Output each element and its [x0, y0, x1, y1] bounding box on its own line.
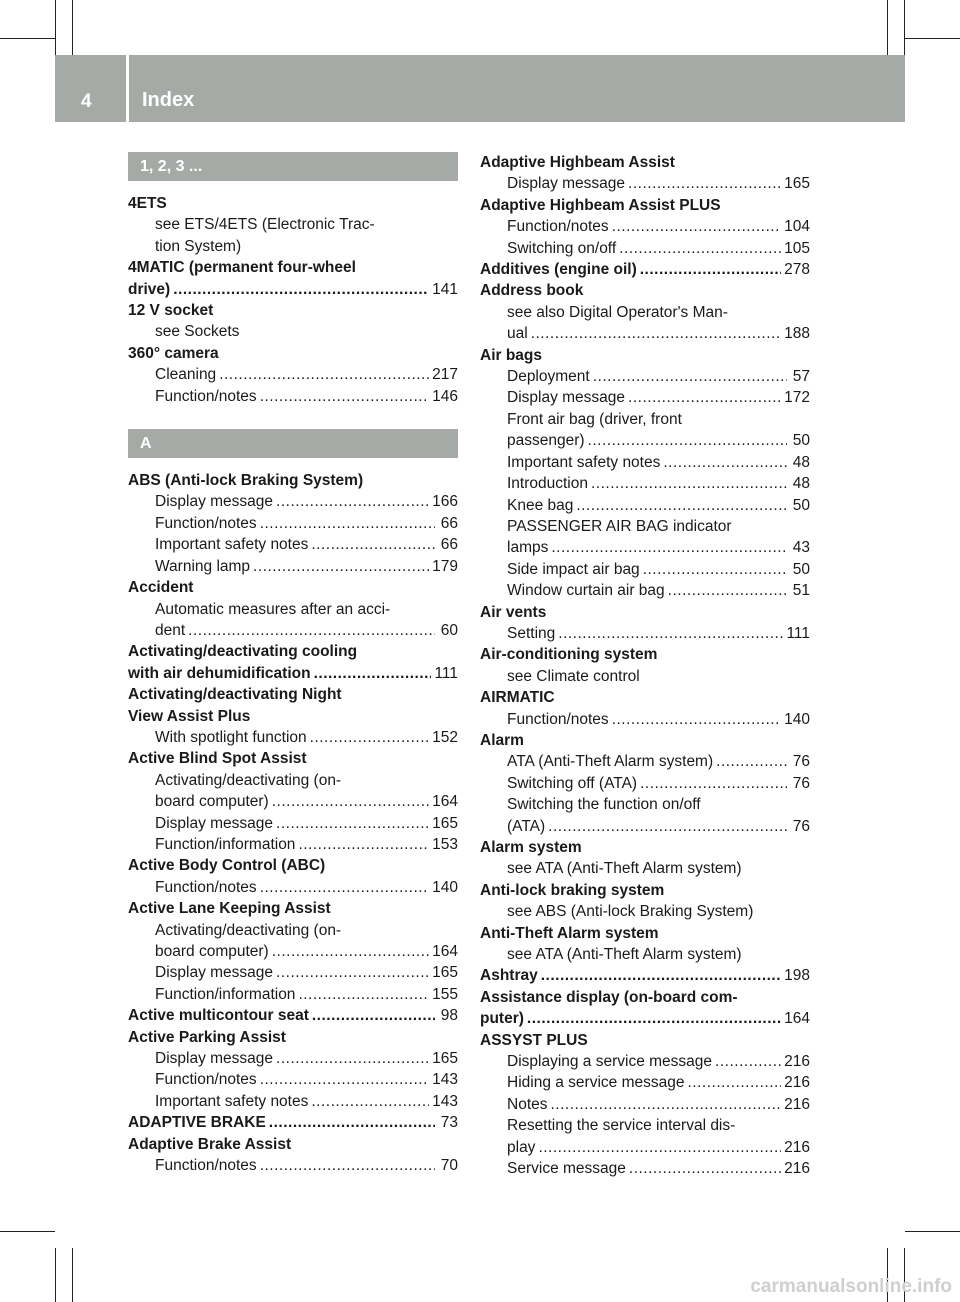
index-subentry: see ABS (Anti-lock Braking System) [507, 903, 754, 921]
index-entry: Active Blind Spot Assist [128, 750, 307, 768]
index-subentry[interactable]: Display message ..... 166 [128, 491, 458, 512]
index-entry: ABS (Anti-lock Braking System) [128, 472, 364, 490]
index-column-right [480, 152, 810, 1180]
index-subentry[interactable]: Function/notes ..... 146 [128, 386, 458, 407]
index-entry: View Assist Plus [128, 707, 251, 725]
crop-mark [905, 38, 960, 39]
index-subentry[interactable]: Function/notes ..... 66 [128, 513, 458, 534]
index-subentry: PASSENGER AIR BAG indicator [507, 517, 732, 535]
crop-mark [904, 0, 905, 55]
index-column-left [128, 152, 458, 1176]
index-subentry: see Climate control [507, 667, 640, 685]
index-entry[interactable]: puter) ..... 164 [480, 1008, 810, 1029]
page-title: Index [142, 89, 195, 111]
index-entry: Air bags [480, 346, 543, 364]
index-subentry[interactable]: ual ..... 188 [480, 323, 810, 344]
index-subentry[interactable]: ATA (Anti-Theft Alarm system) ..... 76 [480, 751, 810, 772]
index-entry: Alarm [480, 731, 524, 749]
index-subentry: Resetting the service interval dis- [507, 1117, 736, 1135]
section-heading: 1, 2, 3 ... [128, 152, 458, 181]
index-subentry[interactable]: Function/information ..... 155 [128, 984, 458, 1005]
index-entry: Air vents [480, 603, 547, 621]
crop-mark [905, 1231, 960, 1232]
index-entry[interactable]: Active multicontour seat ..... 98 [128, 1005, 458, 1026]
index-subentry[interactable]: Important safety notes ..... 143 [128, 1091, 458, 1112]
index-subentry[interactable]: Function/notes ..... 70 [128, 1155, 458, 1176]
index-subentry[interactable]: Display message ..... 172 [480, 387, 810, 408]
index-entry: 4MATIC (permanent four-wheel [128, 259, 356, 277]
index-entry: Activating/deactivating Night [128, 686, 342, 704]
index-entry: AIRMATIC [480, 689, 555, 707]
index-entry: Address book [480, 282, 584, 300]
index-entry[interactable]: ADAPTIVE BRAKE ..... 73 [128, 1112, 458, 1133]
index-entry: Active Lane Keeping Assist [128, 900, 331, 918]
crop-mark [72, 0, 73, 55]
index-subentry[interactable]: passenger) ..... 50 [480, 430, 810, 451]
index-entry: Assistance display (on-board com- [480, 988, 738, 1006]
index-entry: 4ETS [128, 195, 167, 212]
crop-mark [0, 38, 55, 39]
index-subentry: see also Digital Operator's Man- [507, 303, 728, 321]
index-subentry[interactable]: Display message ..... 165 [480, 173, 810, 194]
index-entry: Alarm system [480, 839, 582, 856]
index-entry: Adaptive Highbeam Assist [480, 154, 675, 171]
header-divider [126, 55, 129, 122]
index-subentry: Front air bag (driver, front [507, 410, 682, 428]
watermark: carmanualsonline.info [750, 1276, 952, 1297]
index-entry[interactable]: Additives (engine oil) ..... 278 [480, 259, 810, 280]
index-subentry: tion System) [155, 237, 242, 255]
index-subentry: see ETS/4ETS (Electronic Trac- [155, 216, 375, 234]
index-entry: Active Body Control (ABC) [128, 857, 326, 875]
index-entry: Active Parking Assist [128, 1028, 286, 1046]
index-subentry[interactable]: Important safety notes ..... 66 [128, 534, 458, 555]
index-subentry[interactable]: Display message ..... 165 [128, 962, 458, 983]
index-entry[interactable]: Ashtray ..... 198 [480, 965, 810, 986]
index-subentry[interactable]: Function/information ..... 153 [128, 834, 458, 855]
index-subentry[interactable]: (ATA) ..... 76 [480, 816, 810, 837]
index-entry: Anti-lock braking system [480, 881, 665, 899]
index-entry[interactable]: with air dehumidification ..... 111 [128, 663, 458, 684]
index-subentry[interactable]: board computer) ..... 164 [128, 791, 458, 812]
index-subentry: Automatic measures after an acci- [155, 600, 391, 618]
index-entry: ASSYST PLUS [480, 1031, 588, 1049]
index-subentry[interactable]: Window curtain air bag ..... 51 [480, 580, 810, 601]
index-subentry[interactable]: Service message ..... 216 [480, 1158, 810, 1179]
index-subentry[interactable]: lamps ..... 43 [480, 537, 810, 558]
index-subentry[interactable]: Display message ..... 165 [128, 1048, 458, 1069]
index-entry: Adaptive Highbeam Assist PLUS [480, 196, 721, 214]
index-entry: Accident [128, 579, 194, 597]
index-subentry: Activating/deactivating (on- [155, 921, 342, 939]
index-subentry: see ATA (Anti-Theft Alarm system) [507, 860, 742, 878]
section-heading: A [128, 429, 458, 458]
crop-mark [887, 0, 888, 55]
index-subentry[interactable]: Hiding a service message ..... 216 [480, 1072, 810, 1093]
index-subentry: see Sockets [155, 323, 240, 341]
index-subentry[interactable]: Notes ..... 216 [480, 1094, 810, 1115]
index-entry[interactable]: drive) ..... 141 [128, 279, 458, 300]
index-subentry[interactable]: With spotlight function ..... 152 [128, 727, 458, 748]
index-subentry[interactable]: play ..... 216 [480, 1137, 810, 1158]
crop-mark [72, 1248, 73, 1302]
index-subentry[interactable]: Knee bag ..... 50 [480, 495, 810, 516]
index-subentry[interactable]: Side impact air bag ..... 50 [480, 559, 810, 580]
page-header [55, 55, 905, 122]
crop-mark [55, 1248, 56, 1302]
index-subentry[interactable]: Deployment ..... 57 [480, 366, 810, 387]
index-subentry[interactable]: board computer) ..... 164 [128, 941, 458, 962]
index-entry: 12 V socket [128, 302, 214, 320]
crop-mark [0, 1231, 55, 1232]
index-subentry[interactable]: Important safety notes ..... 48 [480, 452, 810, 473]
index-subentry: Switching the function on/off [507, 796, 701, 814]
index-entry: 360° camera [128, 344, 219, 362]
index-entry: Adaptive Brake Assist [128, 1135, 292, 1153]
index-subentry: see ATA (Anti-Theft Alarm system) [507, 946, 742, 964]
index-entry: Air-conditioning system [480, 646, 658, 664]
index-entry: Anti-Theft Alarm system [480, 924, 659, 942]
index-subentry[interactable]: Function/notes ..... 140 [128, 877, 458, 898]
index-subentry[interactable]: dent ..... 60 [128, 620, 458, 641]
index-subentry[interactable]: Function/notes ..... 143 [128, 1069, 458, 1090]
index-subentry[interactable]: Setting ..... 111 [480, 623, 810, 644]
index-subentry[interactable]: Function/notes ..... 104 [480, 216, 810, 237]
index-entry: Activating/deactivating cooling [128, 643, 358, 661]
index-subentry[interactable]: Switching on/off ..... 105 [480, 238, 810, 259]
index-subentry[interactable]: Introduction ..... 48 [480, 473, 810, 494]
index-subentry[interactable]: Display message ..... 165 [128, 813, 458, 834]
index-subentry: Activating/deactivating (on- [155, 771, 342, 789]
page-number: 4 [81, 91, 92, 112]
index-subentry[interactable]: Switching off (ATA) ..... 76 [480, 773, 810, 794]
crop-mark [55, 0, 56, 55]
index-subentry[interactable]: Displaying a service message ..... 216 [480, 1051, 810, 1072]
index-subentry[interactable]: Function/notes ..... 140 [480, 709, 810, 730]
index-subentry[interactable]: Cleaning ..... 217 [128, 364, 458, 385]
index-subentry[interactable]: Warning lamp ..... 179 [128, 556, 458, 577]
